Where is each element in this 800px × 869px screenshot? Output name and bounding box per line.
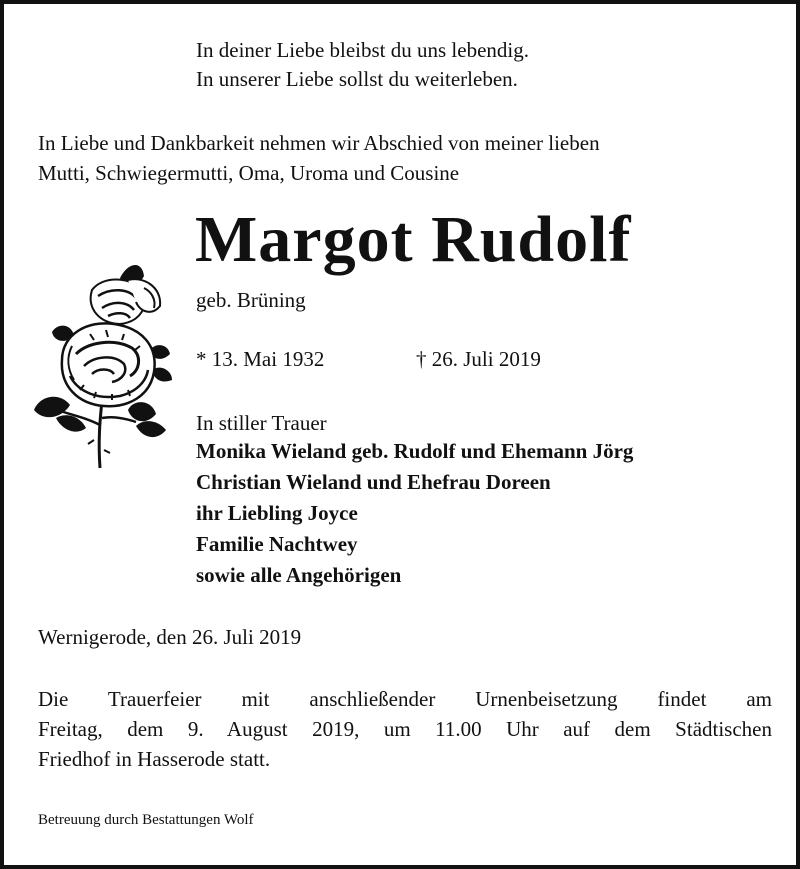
mourner-name: sowie alle Angehörigen xyxy=(196,563,402,587)
mourners-intro: In stiller Trauer xyxy=(196,411,327,435)
undertaker-credit: Betreuung durch Bestattungen Wolf xyxy=(38,812,254,828)
death-date: † 26. Juli 2019 xyxy=(416,347,541,371)
service-announcement xyxy=(38,684,772,774)
birth-date: * 13. Mai 1932 xyxy=(196,347,325,371)
deceased-name: Margot Rudolf xyxy=(195,203,632,276)
mourner-name: Monika Wieland geb. Rudolf und Ehemann Jörg xyxy=(196,439,634,463)
motto-line-1: In deiner Liebe bleibst du uns lebendig. xyxy=(196,38,529,62)
mourners-list xyxy=(196,436,633,591)
rose-icon xyxy=(32,250,182,470)
intro-line-2: Mutti, Schwiegermutti, Oma, Uroma und Cousine xyxy=(38,161,460,185)
motto-line-2: In unserer Liebe sollst du weiterleben. xyxy=(196,67,518,91)
intro-text xyxy=(38,128,600,188)
service-line: Freitag, dem 9. August 2019, um 11.00 Uhr auf dem Städtischen xyxy=(38,717,772,741)
service-line: Die Trauerfeier mit anschließender Urnenbeisetzung findet am xyxy=(38,687,772,711)
intro-line-1: In Liebe und Dankbarkeit nehmen wir Abschied von meiner lieben xyxy=(38,131,600,155)
motto-verse xyxy=(196,36,529,94)
mourner-name: Familie Nachtwey xyxy=(196,532,358,556)
service-line: Friedhof in Hasserode statt. xyxy=(38,747,271,771)
mourner-name: Christian Wieland und Ehefrau Doreen xyxy=(196,470,551,494)
mourner-name: ihr Liebling Joyce xyxy=(196,501,358,525)
maiden-name: geb. Brüning xyxy=(196,288,306,312)
place-and-date: Wernigerode, den 26. Juli 2019 xyxy=(38,625,302,649)
